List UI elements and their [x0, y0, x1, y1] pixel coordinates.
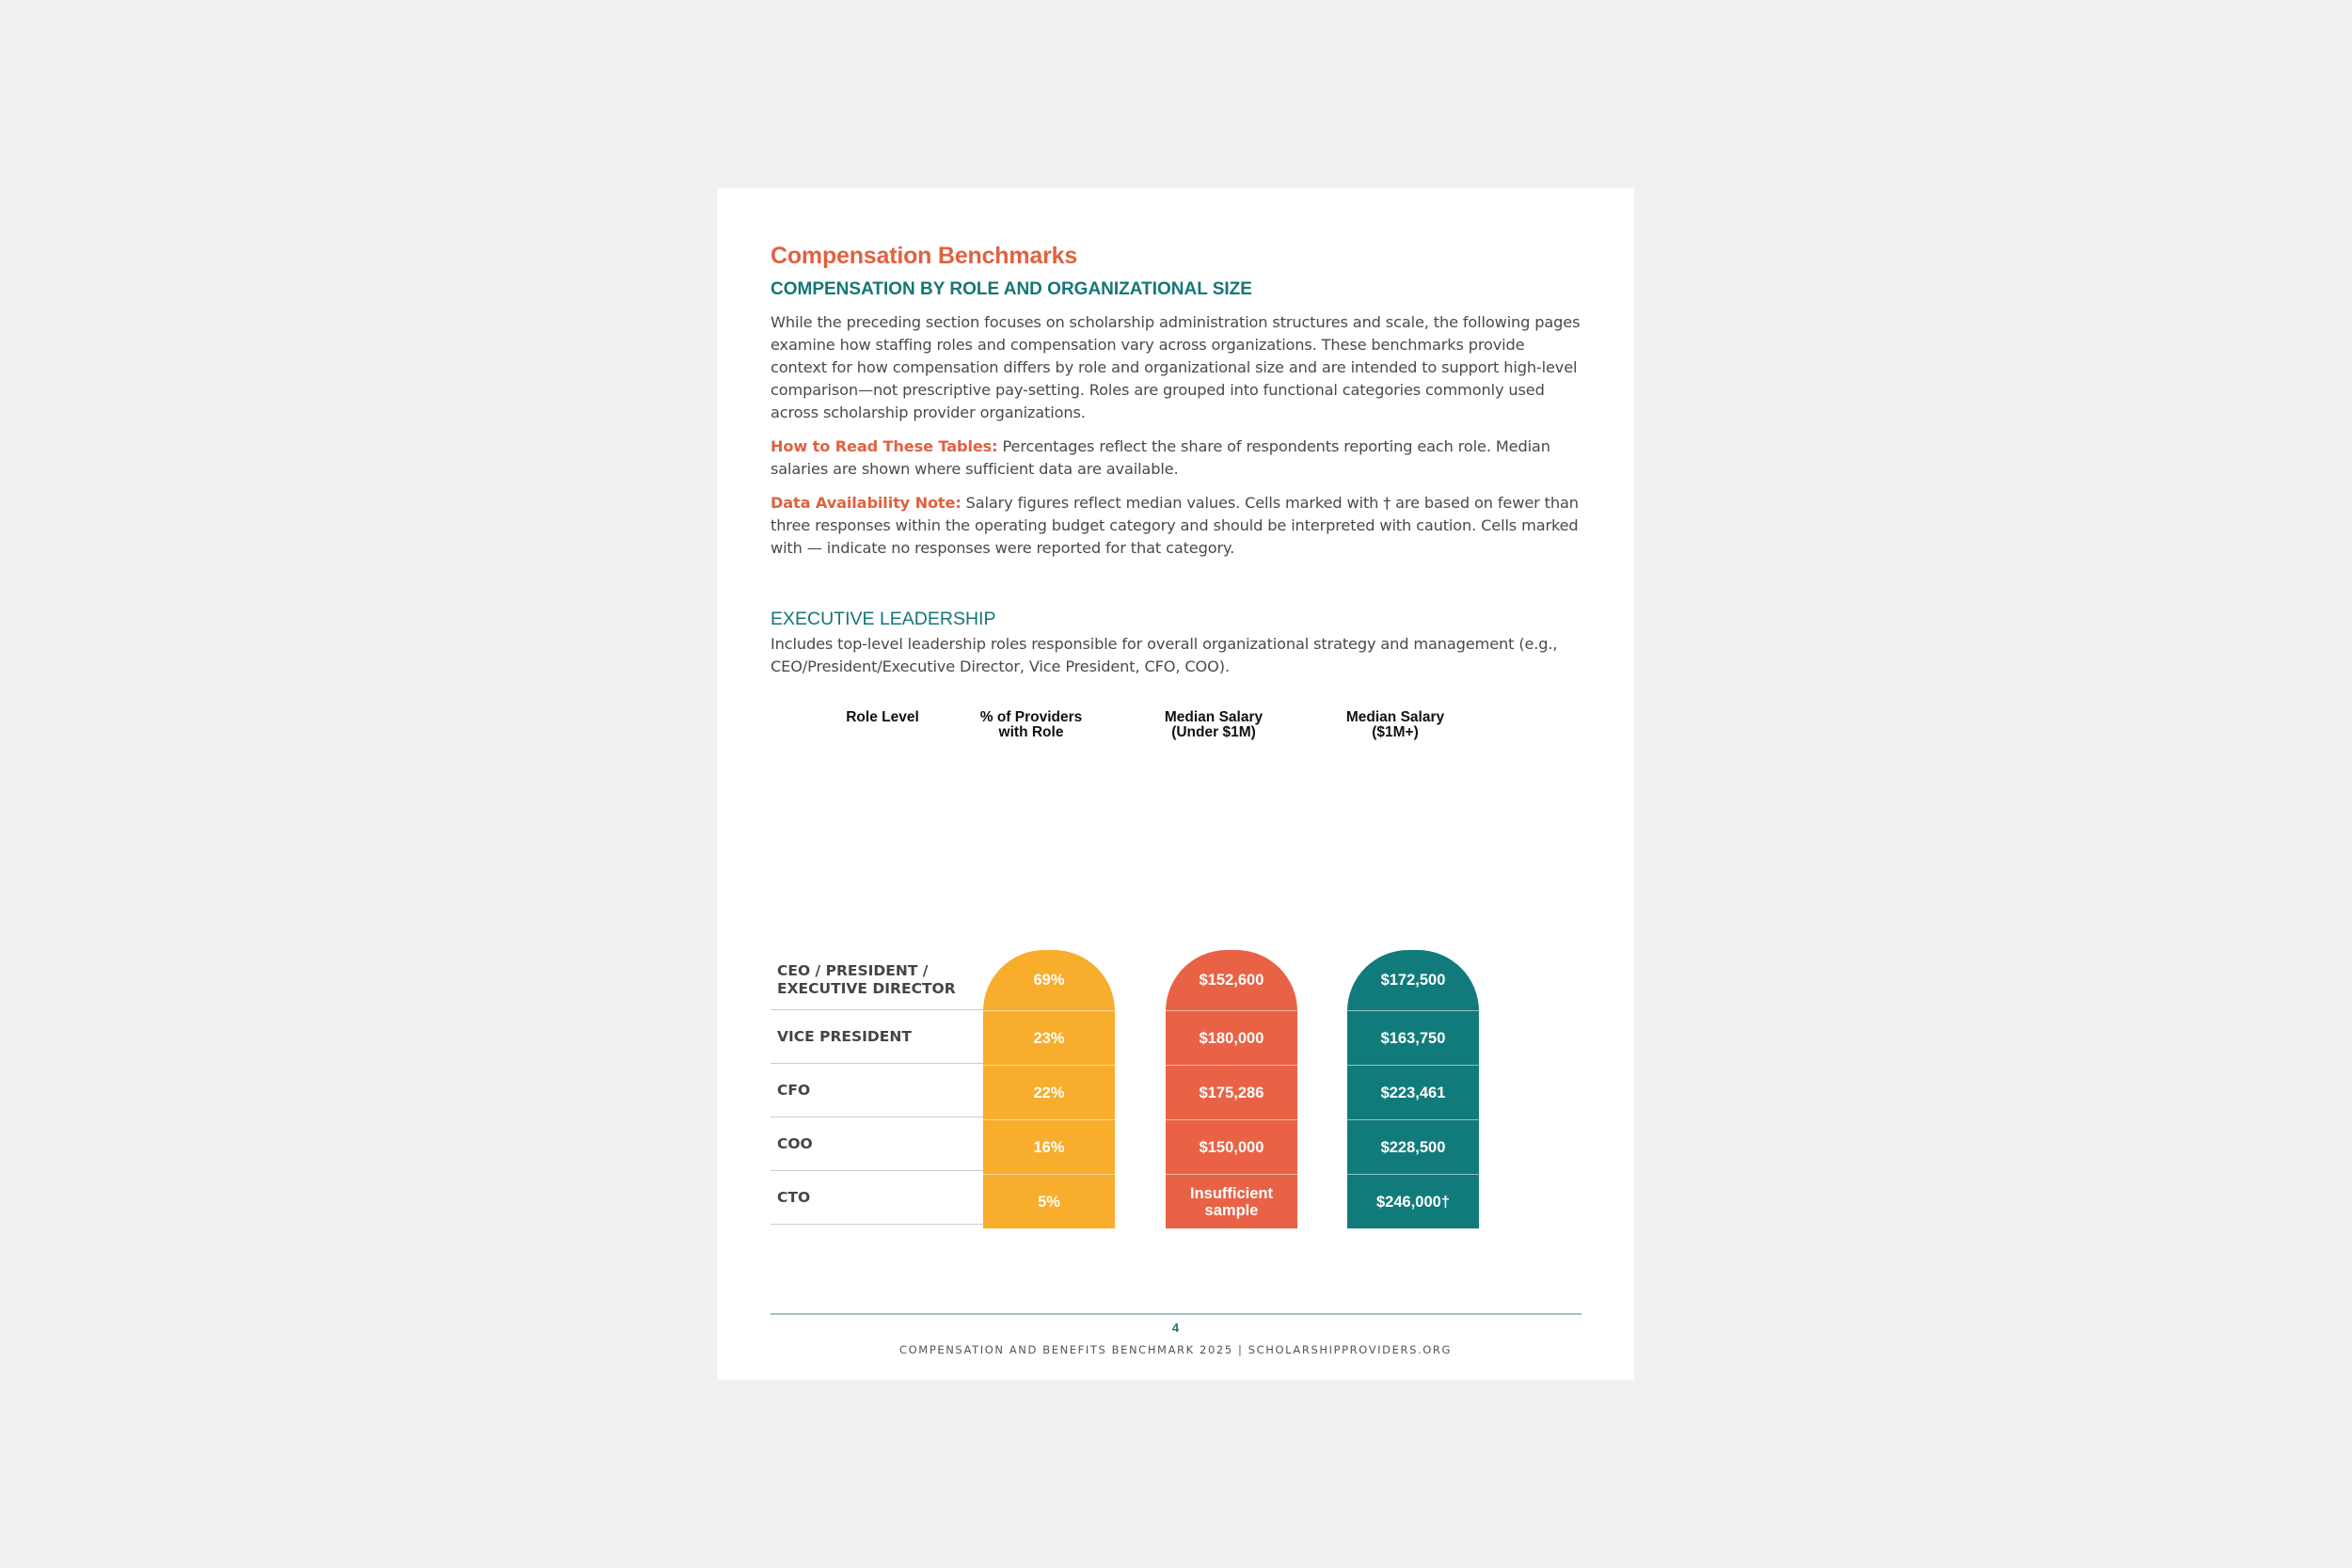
- pct-cell: 23%: [983, 1011, 1115, 1066]
- salary-under-cell-text: $175,286: [1199, 1084, 1264, 1101]
- column-salary-under: [1166, 950, 1297, 1228]
- data-note-text: Salary figures reflect median values. Cells marked with † are based on fewer than three responses within the operating budget category and should be interpreted with caution. Cells marked with — indicate no responses were reported for that category.: [771, 494, 1579, 557]
- header-pct-line2: with Role: [998, 724, 1064, 740]
- header-pct-line1: % of Providers: [979, 709, 1083, 725]
- header-role-level: [807, 710, 958, 725]
- header-salary-over: [1320, 710, 1470, 740]
- pct-cell: 5%: [983, 1175, 1115, 1228]
- row-label-text: COO: [777, 1134, 813, 1152]
- salary-over-cell: $223,461: [1347, 1066, 1479, 1120]
- salary-under-cell-text: sample: [1204, 1201, 1259, 1219]
- row-label-text: CTO: [777, 1188, 811, 1206]
- row-label-text: CEO / PRESIDENT /: [777, 961, 929, 979]
- salary-under-cell-text: Insufficient: [1189, 1184, 1273, 1202]
- row-label: [771, 1064, 993, 1117]
- salary-under-cell: [1166, 1175, 1297, 1228]
- row-label-text: VICE PRESIDENT: [777, 1027, 912, 1045]
- how-to-read-text: Percentages reflect the share of respondents reporting each role. Median salaries are shown where sufficient data are available.: [771, 437, 1550, 478]
- salary-over-cell: $228,500: [1347, 1120, 1479, 1175]
- salary-under-cell: [1166, 950, 1297, 1011]
- header-pct-providers: [956, 710, 1106, 740]
- section-title: EXECUTIVE LEADERSHIP: [771, 609, 996, 629]
- header-over-line1: Median Salary: [1345, 709, 1445, 725]
- row-label-text: CFO: [777, 1081, 811, 1099]
- intro-paragraph: While the preceding section focuses on scholarship administration structures and scale, the following pages examine how staffing roles and compensation vary across organizations. These benchmarks provide context for how compensation differs by role and organizational size and are intended to support high-level comparison—not prescriptive pay-setting. Roles are grouped into functional categories commonly used across scholarship provider organizations.: [771, 313, 1581, 421]
- row-label: [771, 1010, 993, 1064]
- column-salary-over: [1347, 950, 1479, 1228]
- section-description: Includes top-level leadership roles responsible for overall organizational strategy and management (e.g., CEO/President/Executive Director, Vice President, CFO, COO).: [771, 635, 1558, 675]
- row-label: [771, 1117, 993, 1171]
- header-under-line2: (Under $1M): [1171, 724, 1256, 740]
- salary-under-cell-text: $180,000: [1199, 1029, 1264, 1047]
- page-subtitle: COMPENSATION BY ROLE AND ORGANIZATIONAL SIZE: [771, 279, 1252, 299]
- header-under-line1: Median Salary: [1164, 709, 1263, 725]
- row-label-text: EXECUTIVE DIRECTOR: [777, 979, 956, 997]
- row-label: [771, 1171, 993, 1225]
- salary-over-cell: $163,750: [1347, 1011, 1479, 1066]
- salary-under-cell-text: $150,000: [1199, 1138, 1264, 1156]
- how-to-read-paragraph: [771, 436, 1581, 481]
- footer-divider: [771, 1313, 1581, 1315]
- column-pct-providers: [983, 950, 1115, 1228]
- how-to-read-label: How to Read These Tables:: [771, 437, 998, 455]
- page-title: Compensation Benchmarks: [771, 243, 1078, 269]
- pct-cell: 69%: [983, 950, 1115, 1011]
- salary-under-cell: [1166, 1011, 1297, 1066]
- footer-text: COMPENSATION AND BENEFITS BENCHMARK 2025 | SCHOLARSHIPPROVIDERS.ORG: [899, 1343, 1452, 1356]
- data-note-label: Data Availability Note:: [771, 494, 961, 512]
- page-number: 4: [1171, 1321, 1180, 1335]
- executive-leadership-table: [771, 710, 1523, 1237]
- intro-section: [771, 243, 1581, 678]
- header-role-level-text: Role Level: [846, 709, 919, 725]
- salary-under-cell: [1166, 1066, 1297, 1120]
- row-label: [771, 950, 993, 1010]
- pct-cell: 16%: [983, 1120, 1115, 1175]
- data-note-paragraph: [771, 492, 1581, 560]
- header-salary-under: [1138, 710, 1289, 740]
- salary-under-cell: [1166, 1120, 1297, 1175]
- document-page: [717, 188, 1634, 1380]
- header-over-line2: ($1M+): [1372, 724, 1419, 740]
- salary-over-cell: $246,000†: [1347, 1175, 1479, 1228]
- salary-under-cell-text: $152,600: [1199, 972, 1264, 989]
- salary-over-cell: $172,500: [1347, 950, 1479, 1011]
- pct-cell: 22%: [983, 1066, 1115, 1120]
